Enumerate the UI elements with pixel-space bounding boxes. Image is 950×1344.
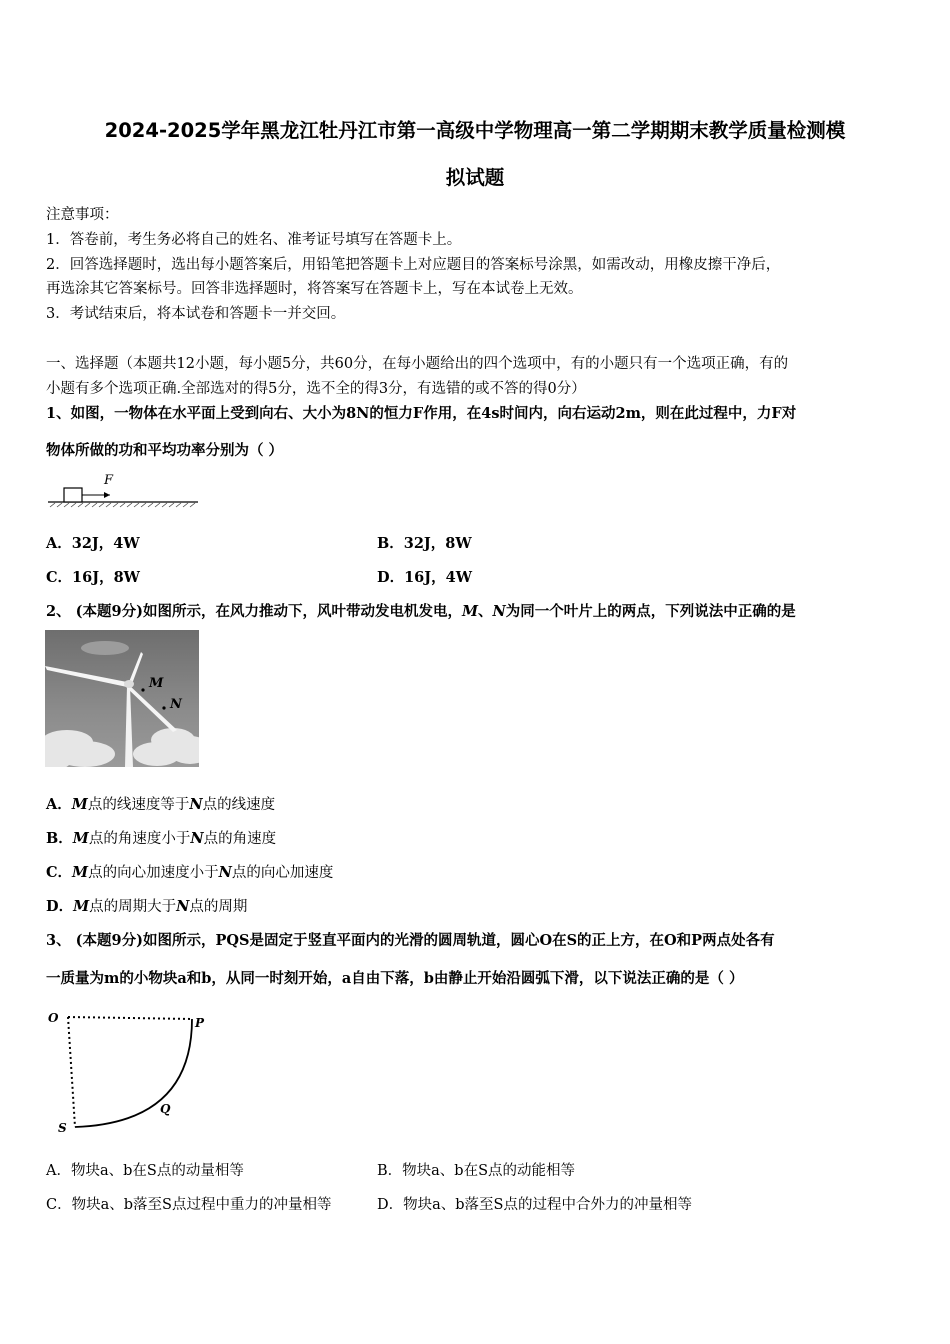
q2-option-d-suffix: 点的周期 bbox=[189, 899, 248, 915]
q2-option-a-suffix: 点的线速度 bbox=[202, 797, 276, 813]
q2-stem-m: M bbox=[461, 603, 479, 620]
q1-option-d: D．16J，4W bbox=[377, 569, 472, 586]
q2-option-d bbox=[46, 895, 247, 916]
turbine-hub bbox=[124, 680, 134, 688]
q2-option-c-prefix: C． bbox=[46, 864, 73, 881]
q2-stem-part-1: 2、 (本题9分)如图所示，在风力推动下，风叶带动发电机发电， bbox=[46, 603, 462, 620]
q2-stem-sep: 、 bbox=[478, 603, 493, 620]
q2-wind-turbine-photo bbox=[45, 630, 199, 767]
q1-option-c: C．16J，8W bbox=[46, 569, 140, 586]
q2-option-b-m: M bbox=[72, 830, 89, 847]
q2-option-c-n: N bbox=[218, 864, 232, 881]
notes-item-2-cont: 再选涂其它答案标号。回答非选择题时，将答案写在答题卡上，写在本试卷上无效。 bbox=[46, 281, 583, 297]
label-s: S bbox=[58, 1121, 67, 1135]
q3-option-c: C．物块a、b落至S点过程中重力的冲量相等 bbox=[46, 1197, 332, 1213]
q2-option-c bbox=[46, 861, 333, 882]
label-o: O bbox=[48, 1011, 59, 1025]
q3-option-b: B．物块a、b在S点的动能相等 bbox=[377, 1163, 576, 1179]
q2-option-b bbox=[46, 827, 276, 848]
q3-circular-track-figure bbox=[44, 1005, 214, 1135]
q2-stem-part-2: 为同一个叶片上的两点，下列说法中正确的是 bbox=[505, 603, 796, 620]
section-instructions-line-1: 一、选择题（本题共12小题，每小题5分，共60分，在每小题给出的四个选项中，有的小题只有一个选项正确，有的 bbox=[46, 356, 789, 372]
q2-option-c-suffix: 点的向心加速度 bbox=[231, 865, 334, 881]
exam-title-line-2: 拟试题 bbox=[445, 166, 505, 189]
notes-item-3: 3．考试结束后，将本试卷和答题卡一并交回。 bbox=[46, 306, 346, 322]
ground-hatching bbox=[50, 503, 195, 507]
q1-block-force-figure bbox=[44, 470, 204, 512]
q2-option-b-mid: 点的角速度小于 bbox=[88, 831, 191, 847]
block bbox=[64, 488, 82, 502]
q1-stem-line-1: 1、如图，一物体在水平面上受到向右、大小为8N的恒力F作用，在4s时间内，向右运动2m，则在此过程中，力F对 bbox=[46, 405, 797, 422]
point-m-dot bbox=[141, 688, 144, 691]
q2-option-d-mid: 点的周期大于 bbox=[89, 899, 177, 915]
q2-option-a-mid: 点的线速度等于 bbox=[87, 797, 190, 813]
point-n-dot bbox=[162, 706, 165, 709]
q2-option-c-mid: 点的向心加速度小于 bbox=[88, 865, 219, 881]
q2-option-d-m: M bbox=[73, 898, 90, 915]
label-q: Q bbox=[160, 1102, 171, 1116]
q3-option-a: A．物块a、b在S点的动量相等 bbox=[46, 1163, 244, 1179]
notes-item-1: 1．答卷前，考生务必将自己的姓名、准考证号填写在答题卡上。 bbox=[46, 232, 462, 248]
force-arrow-head bbox=[104, 492, 110, 498]
track-arc-pqs bbox=[75, 1019, 192, 1127]
notes-heading: 注意事项： bbox=[46, 207, 119, 223]
q2-option-a-n: N bbox=[189, 796, 203, 813]
q2-option-b-n: N bbox=[190, 830, 204, 847]
line-op-dotted bbox=[68, 1017, 192, 1019]
point-n-label: N bbox=[170, 697, 182, 712]
q2-option-b-suffix: 点的角速度 bbox=[203, 831, 277, 847]
q3-stem-line-1: 3、 (本题9分)如图所示，PQS是固定于竖直平面内的光滑的圆周轨道，圆心O在S的正上方，在O和P两点处各有 bbox=[46, 932, 775, 949]
notes-item-2: 2．回答选择题时，选出每小题答案后，用铅笔把答题卡上对应题目的答案标号涂黑，如需改动，用橡皮擦干净后， bbox=[46, 257, 781, 273]
section-instructions-line-2: 小题有多个选项正确.全部选对的得5分，选不全的得3分，有选错的或不答的得0分） bbox=[46, 381, 586, 397]
q3-option-d: D．物块a、b落至S点的过程中合外力的冲量相等 bbox=[377, 1197, 692, 1213]
q3-stem-line-2: 一质量为m的小物块a和b，从同一时刻开始，a自由下落，b由静止开始沿圆弧下滑，以下说法正确的是（ ） bbox=[46, 970, 744, 987]
line-os-dotted bbox=[68, 1017, 75, 1127]
force-label: F bbox=[104, 473, 114, 488]
q2-option-d-n: N bbox=[176, 898, 190, 915]
label-p: P bbox=[195, 1016, 205, 1030]
exam-title-line-1: 2024-2025学年黑龙江牡丹江市第一高级中学物理高一第二学期期末教学质量检测模 bbox=[104, 119, 846, 142]
q2-option-a bbox=[46, 793, 275, 814]
q1-option-b: B．32J，8W bbox=[377, 535, 472, 552]
point-m-label: M bbox=[149, 676, 164, 691]
q2-stem bbox=[46, 600, 796, 621]
q2-stem-n: N bbox=[492, 603, 506, 620]
q2-option-c-m: M bbox=[72, 864, 89, 881]
q2-option-d-prefix: D． bbox=[46, 898, 74, 915]
q1-option-a: A．32J，4W bbox=[46, 535, 140, 552]
q2-option-b-prefix: B． bbox=[46, 830, 73, 847]
q2-option-a-prefix: A． bbox=[46, 796, 72, 813]
q1-stem-line-2: 物体所做的功和平均功率分别为（ ） bbox=[46, 442, 284, 459]
q2-option-a-m: M bbox=[71, 796, 88, 813]
